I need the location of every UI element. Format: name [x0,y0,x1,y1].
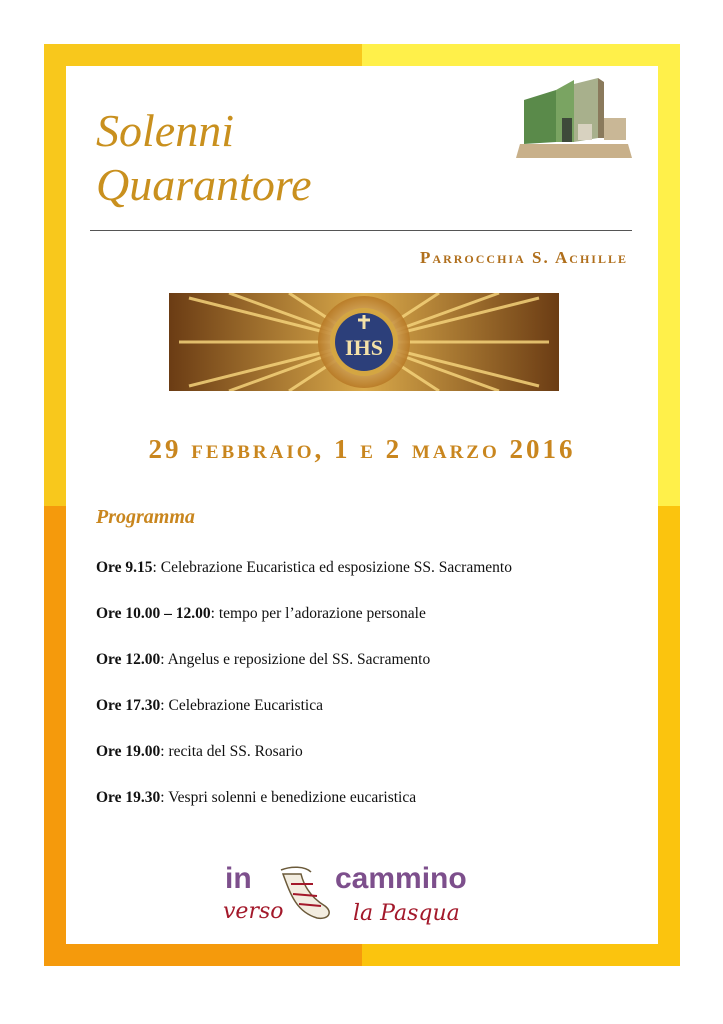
schedule-description: : Angelus e reposizione del SS. Sacramento [160,651,431,668]
logo-word-cammino: cammino [335,862,467,895]
event-dates: 29 febbraio, 1 e 2 marzo 2016 [148,434,576,464]
schedule-time: Ore 12.00 [96,651,161,668]
parish-name: Parrocchia S. Achille [420,248,628,267]
church-illustration [516,78,632,158]
in-cammino-logo [221,856,491,926]
schedule-time: Ore 17.30 [96,697,161,714]
programma-heading: Programma [96,506,195,528]
schedule-time: Ore 9.15 [96,559,153,576]
title-line-1: Solenni [96,105,234,156]
schedule-description: : recita del SS. Rosario [160,743,303,760]
schedule-time: Ore 19.00 [96,743,161,760]
schedule-description: : Celebrazione Eucaristica [160,697,323,714]
flyer-title [96,104,312,212]
title-divider [90,230,632,231]
schedule-item [96,743,512,789]
logo-word-verso: verso [223,899,284,924]
logo-word-la-pasqua: la Pasqua [353,901,460,926]
ihs-monstrance-banner [169,293,559,391]
ihs-monogram: IHS [345,335,383,360]
schedule-description: : Vespri solenni e benedizione eucaristica [160,789,417,806]
schedule-item [96,697,512,743]
title-line-2: Quarantore [96,159,312,210]
schedule-time: Ore 10.00 – 12.00 [96,605,211,622]
flyer-panel [66,66,658,944]
schedule-description: : tempo per l’adorazione personale [210,605,426,622]
schedule-item [96,605,512,651]
schedule-item [96,559,512,605]
logo-word-in: in [225,862,252,895]
schedule-list [96,559,512,835]
schedule-description: : Celebrazione Eucaristica ed esposizione SS. Sacramento [152,559,512,576]
schedule-item [96,651,512,697]
schedule-time: Ore 19.30 [96,789,161,806]
sandal-icon [281,867,329,918]
schedule-item [96,789,512,835]
